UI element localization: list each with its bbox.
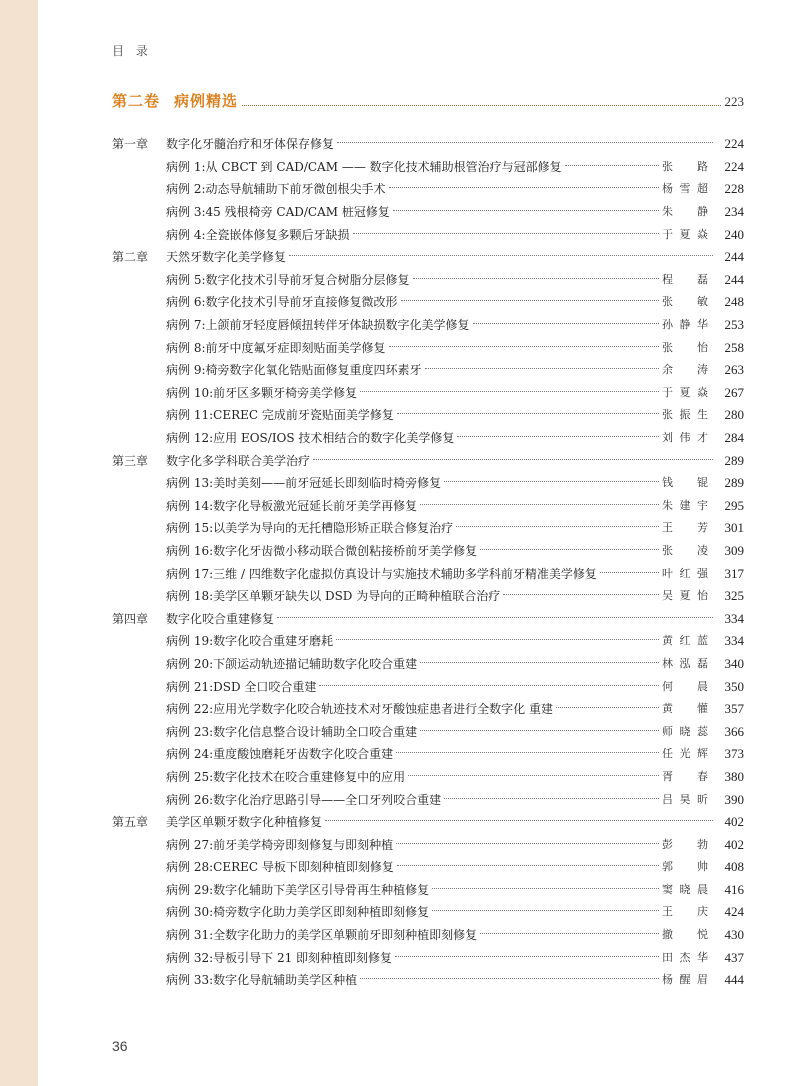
case-title: 重度酸蚀磨耗牙齿数字化咬合重建 — [213, 747, 394, 762]
entry-page: 424 — [724, 904, 744, 920]
case-author: 张 敏 — [662, 295, 708, 309]
case-entry[interactable] — [112, 856, 744, 879]
case-entry[interactable] — [112, 472, 744, 495]
case-title: DSD 全口咬合重建 — [213, 679, 317, 694]
case-number: 病例 27: — [166, 837, 214, 852]
case-entry[interactable] — [112, 291, 744, 314]
entry-page: 366 — [724, 723, 744, 739]
chapter-number: 第四章 — [112, 611, 149, 626]
dot-leader — [360, 391, 659, 392]
dot-leader — [480, 549, 659, 550]
dot-leader — [456, 526, 659, 527]
case-title: 前牙中度氟牙症即刻贴面美学修复 — [205, 340, 386, 355]
chapter-number: 第二章 — [112, 250, 149, 265]
case-author: 黄 懽 — [662, 702, 708, 716]
case-entry[interactable] — [112, 788, 744, 811]
case-entry[interactable] — [112, 698, 744, 721]
entry-page: 317 — [724, 565, 744, 581]
case-author: 朱 静 — [662, 205, 708, 219]
dot-leader — [396, 752, 659, 753]
chapter-entry[interactable] — [112, 133, 744, 156]
case-entry[interactable] — [112, 382, 744, 405]
case-number: 病例 32: — [166, 950, 214, 965]
case-author: 张振生 — [662, 408, 708, 422]
dot-leader — [389, 187, 659, 188]
entry-page: 380 — [724, 768, 744, 784]
entry-page: 234 — [724, 204, 744, 220]
case-author: 于夏焱 — [662, 385, 708, 399]
case-number: 病例 3: — [166, 205, 206, 220]
entry-page: 244 — [724, 271, 744, 287]
case-title: 三维 / 四维数字化虚拟仿真设计与实施技术辅助多学科前牙精准美学修复 — [213, 566, 597, 581]
entry-page: 289 — [724, 475, 744, 491]
entry-page: 244 — [724, 249, 744, 265]
volume-title: 病例精选 — [174, 92, 239, 110]
case-number: 病例 12: — [166, 431, 214, 446]
running-head: 目 录 — [112, 44, 152, 58]
entry-page: 437 — [724, 949, 744, 965]
case-title: 数字化咬合重建牙磨耗 — [213, 634, 334, 649]
chapter-title: 数字化牙髓治疗和牙体保存修复 — [166, 137, 335, 152]
case-number: 病例 21: — [166, 679, 214, 694]
case-number: 病例 23: — [166, 724, 214, 739]
dot-leader — [397, 865, 659, 866]
case-title: 数字化导航辅助美学区种植 — [213, 973, 358, 988]
entry-page: 357 — [724, 701, 744, 717]
case-entry[interactable] — [112, 969, 744, 992]
dot-leader — [393, 210, 659, 211]
case-number: 病例 29: — [166, 882, 214, 897]
dot-leader — [420, 504, 659, 505]
entry-page: 295 — [724, 497, 744, 513]
dot-leader — [313, 459, 713, 460]
case-title: 应用 EOS/IOS 技术相结合的数字化美学修复 — [213, 431, 455, 446]
case-title: 数字化技术引导前牙直接修复微改形 — [205, 295, 398, 310]
case-number: 病例 17: — [166, 566, 214, 581]
dot-leader — [401, 300, 659, 301]
case-number: 病例 33: — [166, 973, 214, 988]
case-number: 病例 22: — [166, 702, 214, 717]
chapter-title: 天然牙数字化美学修复 — [166, 250, 287, 265]
case-title: 数字化牙齿微小移动联合微创粘接桥前牙美学修复 — [213, 543, 478, 558]
dot-leader — [353, 233, 659, 234]
case-title: 45 残根椅旁 CAD/CAM 桩冠修复 — [205, 205, 390, 220]
dot-leader — [556, 707, 659, 708]
table-of-contents — [112, 133, 744, 992]
case-number: 病例 8: — [166, 340, 206, 355]
case-title: 美时美刻——前牙冠延长即刻临时椅旁修复 — [213, 476, 442, 491]
entry-page: 224 — [724, 136, 744, 152]
case-title: 全数字化助力的美学区单颗前牙即刻种植即刻修复 — [213, 928, 478, 943]
case-number: 病例 31: — [166, 928, 214, 943]
case-author: 刘伟才 — [662, 431, 708, 445]
case-entry[interactable] — [112, 924, 744, 947]
case-number: 病例 5: — [166, 272, 206, 287]
case-author: 程 磊 — [662, 272, 708, 286]
case-author: 王 芳 — [662, 521, 708, 535]
case-author: 余 涛 — [662, 363, 708, 377]
case-entry[interactable] — [112, 223, 744, 246]
case-title: 从 CBCT 到 CAD/CAM —— 数字化技术辅助根管治疗与冠部修复 — [205, 159, 562, 174]
dot-leader — [277, 617, 713, 618]
case-entry[interactable] — [112, 585, 744, 608]
chapter-entry[interactable] — [112, 811, 744, 834]
case-entry[interactable] — [112, 201, 744, 224]
case-number: 病例 26: — [166, 792, 214, 807]
case-title: CEREC 导板下即刻种植即刻修复 — [213, 860, 394, 875]
case-entry[interactable] — [112, 562, 744, 585]
volume-label: 第二卷 — [112, 92, 161, 110]
case-entry[interactable] — [112, 495, 744, 518]
dot-leader — [413, 278, 659, 279]
case-author: 黄红蓝 — [662, 634, 708, 648]
case-number: 病例 2: — [166, 182, 206, 197]
entry-page: 373 — [724, 746, 744, 762]
entry-page: 240 — [724, 226, 744, 242]
entry-page: 402 — [724, 814, 744, 830]
case-number: 病例 24: — [166, 747, 214, 762]
dot-leader — [432, 888, 659, 889]
case-number: 病例 28: — [166, 860, 214, 875]
case-entry[interactable] — [112, 540, 744, 563]
case-author: 朱建宇 — [662, 498, 708, 512]
case-author: 吴夏怡 — [662, 589, 708, 603]
entry-page: 430 — [724, 927, 744, 943]
case-number: 病例 10: — [166, 385, 214, 400]
case-title: 数字化技术引导前牙复合树脂分层修复 — [205, 272, 410, 287]
case-entry[interactable] — [112, 178, 744, 201]
case-entry[interactable] — [112, 766, 744, 789]
chapter-entry[interactable] — [112, 449, 744, 472]
chapter-number: 第五章 — [112, 815, 149, 830]
case-author: 叶红强 — [662, 566, 708, 580]
dot-leader — [319, 685, 659, 686]
case-number: 病例 18: — [166, 589, 214, 604]
case-number: 病例 30: — [166, 905, 214, 920]
entry-page: 224 — [724, 158, 744, 174]
case-author: 胥 春 — [662, 769, 708, 783]
dot-leader — [480, 933, 659, 934]
case-title: 下颌运动轨迹描记辅助数字化咬合重建 — [213, 656, 418, 671]
case-author: 林泓磊 — [662, 656, 708, 670]
case-author: 张 凌 — [662, 543, 708, 557]
dot-leader — [503, 594, 659, 595]
case-number: 病例 1: — [166, 159, 206, 174]
case-number: 病例 16: — [166, 543, 214, 558]
chapter-title: 美学区单颗牙数字化种植修复 — [166, 815, 323, 830]
case-number: 病例 15: — [166, 521, 214, 536]
entry-page: 340 — [724, 655, 744, 671]
case-author: 田杰华 — [662, 950, 708, 964]
dot-leader — [289, 255, 713, 256]
case-title: 动态导航辅助下前牙微创根尖手术 — [205, 182, 386, 197]
entry-page: 325 — [724, 588, 744, 604]
dot-leader — [396, 843, 659, 844]
case-author: 撤 悦 — [662, 928, 708, 942]
case-entry[interactable] — [112, 720, 744, 743]
entry-page: 390 — [724, 791, 744, 807]
case-entry[interactable] — [112, 901, 744, 924]
dot-leader — [325, 820, 713, 821]
case-number: 病例 19: — [166, 634, 214, 649]
dot-leader — [395, 956, 659, 957]
case-entry[interactable] — [112, 269, 744, 292]
volume-page: 223 — [724, 94, 744, 109]
case-number: 病例 20: — [166, 656, 214, 671]
dot-leader — [397, 413, 659, 414]
case-author: 杨雪超 — [662, 182, 708, 196]
case-author: 郭 帅 — [662, 860, 708, 874]
case-entry[interactable] — [112, 517, 744, 540]
case-author: 孙静华 — [662, 318, 708, 332]
case-title: 椅旁数字化助力美学区即刻种植即刻修复 — [213, 905, 430, 920]
entry-page: 402 — [724, 836, 744, 852]
case-entry[interactable] — [112, 879, 744, 902]
entry-page: 284 — [724, 430, 744, 446]
case-number: 病例 14: — [166, 498, 214, 513]
case-title: 上颌前牙轻度唇倾扭转伴牙体缺损数字化美学修复 — [205, 318, 470, 333]
dot-leader — [600, 572, 659, 573]
page — [38, 0, 800, 1086]
entry-page: 248 — [724, 294, 744, 310]
chapter-number: 第一章 — [112, 137, 149, 152]
dot-leader — [242, 105, 720, 106]
case-entry[interactable] — [112, 675, 744, 698]
dot-leader — [565, 165, 659, 166]
case-title: 应用光学数字化咬合轨迹技术对牙酸蚀症患者进行全数字化 重建 — [213, 702, 553, 717]
entry-page: 350 — [724, 678, 744, 694]
entry-page: 258 — [724, 339, 744, 355]
case-number: 病例 25: — [166, 769, 214, 784]
case-author: 彭 勃 — [662, 837, 708, 851]
case-entry[interactable] — [112, 156, 744, 179]
case-title: 数字化辅助下美学区引导骨再生种植修复 — [213, 882, 430, 897]
case-title: 以美学为导向的无托槽隐形矫正联合修复治疗 — [213, 521, 454, 536]
case-author: 杨醒眉 — [662, 973, 708, 987]
dot-leader — [444, 798, 659, 799]
entry-page: 280 — [724, 407, 744, 423]
case-title: CEREC 完成前牙瓷贴面美学修复 — [213, 408, 394, 423]
case-number: 病例 6: — [166, 295, 206, 310]
case-title: 数字化技术在咬合重建修复中的应用 — [213, 769, 406, 784]
dot-leader — [444, 481, 659, 482]
dot-leader — [389, 346, 659, 347]
case-author: 钱 锟 — [662, 476, 708, 490]
dot-leader — [337, 142, 713, 143]
case-entry[interactable] — [112, 359, 744, 382]
case-entry[interactable] — [112, 833, 744, 856]
entry-page: 416 — [724, 881, 744, 897]
case-title: 美学区单颗牙缺失以 DSD 为导向的正畸种植联合治疗 — [213, 589, 501, 604]
case-title: 前牙美学椅旁即刻修复与即刻种植 — [213, 837, 394, 852]
dot-leader — [457, 436, 659, 437]
dot-leader — [425, 368, 659, 369]
dot-leader — [408, 775, 659, 776]
case-author: 何 晨 — [662, 679, 708, 693]
case-author: 张 路 — [662, 159, 708, 173]
entry-page: 334 — [724, 633, 744, 649]
entry-page: 309 — [724, 542, 744, 558]
entry-page: 334 — [724, 610, 744, 626]
case-entry[interactable] — [112, 427, 744, 450]
chapter-number: 第三章 — [112, 453, 149, 468]
case-entry[interactable] — [112, 630, 744, 653]
entry-page: 228 — [724, 181, 744, 197]
case-entry[interactable] — [112, 314, 744, 337]
chapter-title: 数字化多学科联合美学治疗 — [166, 453, 311, 468]
entry-page: 301 — [724, 520, 744, 536]
case-number: 病例 4: — [166, 227, 206, 242]
dot-leader — [420, 662, 659, 663]
entry-page: 253 — [724, 317, 744, 333]
chapter-entry[interactable] — [112, 246, 744, 269]
case-number: 病例 7: — [166, 318, 206, 333]
dot-leader — [336, 639, 659, 640]
dot-leader — [432, 910, 659, 911]
case-title: 椅旁数字化氧化锆贴面修复重度四环素牙 — [205, 363, 422, 378]
dot-leader — [360, 978, 659, 979]
case-entry[interactable] — [112, 336, 744, 359]
case-title: 数字化信息整合设计辅助全口咬合重建 — [213, 724, 418, 739]
case-title: 全瓷嵌体修复多颗后牙缺损 — [205, 227, 350, 242]
case-number: 病例 9: — [166, 363, 206, 378]
entry-page: 289 — [724, 452, 744, 468]
case-entry[interactable] — [112, 404, 744, 427]
entry-page: 408 — [724, 859, 744, 875]
dot-leader — [420, 730, 659, 731]
case-title: 前牙区多颗牙椅旁美学修复 — [213, 385, 358, 400]
case-entry[interactable] — [112, 653, 744, 676]
dot-leader — [473, 323, 659, 324]
case-entry[interactable] — [112, 743, 744, 766]
chapter-title: 数字化咬合重建修复 — [166, 611, 275, 626]
chapter-entry[interactable] — [112, 607, 744, 630]
case-author: 窦晓晨 — [662, 882, 708, 896]
case-title: 数字化导板激光冠延长前牙美学再修复 — [213, 498, 418, 513]
entry-page: 267 — [724, 384, 744, 400]
case-title: 导板引导下 21 即刻种植即刻修复 — [213, 950, 393, 965]
volume-heading — [112, 90, 744, 111]
case-author: 张 怡 — [662, 340, 708, 354]
case-entry[interactable] — [112, 946, 744, 969]
case-number: 病例 11: — [166, 408, 214, 423]
case-author: 吕昊昕 — [662, 792, 708, 806]
case-author: 于夏焱 — [662, 227, 708, 241]
case-author: 任光辉 — [662, 747, 708, 761]
case-author: 王 庆 — [662, 905, 708, 919]
case-title: 数字化治疗思路引导——全口牙列咬合重建 — [213, 792, 442, 807]
entry-page: 444 — [724, 972, 744, 988]
entry-page: 263 — [724, 362, 744, 378]
case-number: 病例 13: — [166, 476, 214, 491]
case-author: 师晓蕊 — [662, 724, 708, 738]
page-number: 36 — [112, 1038, 128, 1054]
